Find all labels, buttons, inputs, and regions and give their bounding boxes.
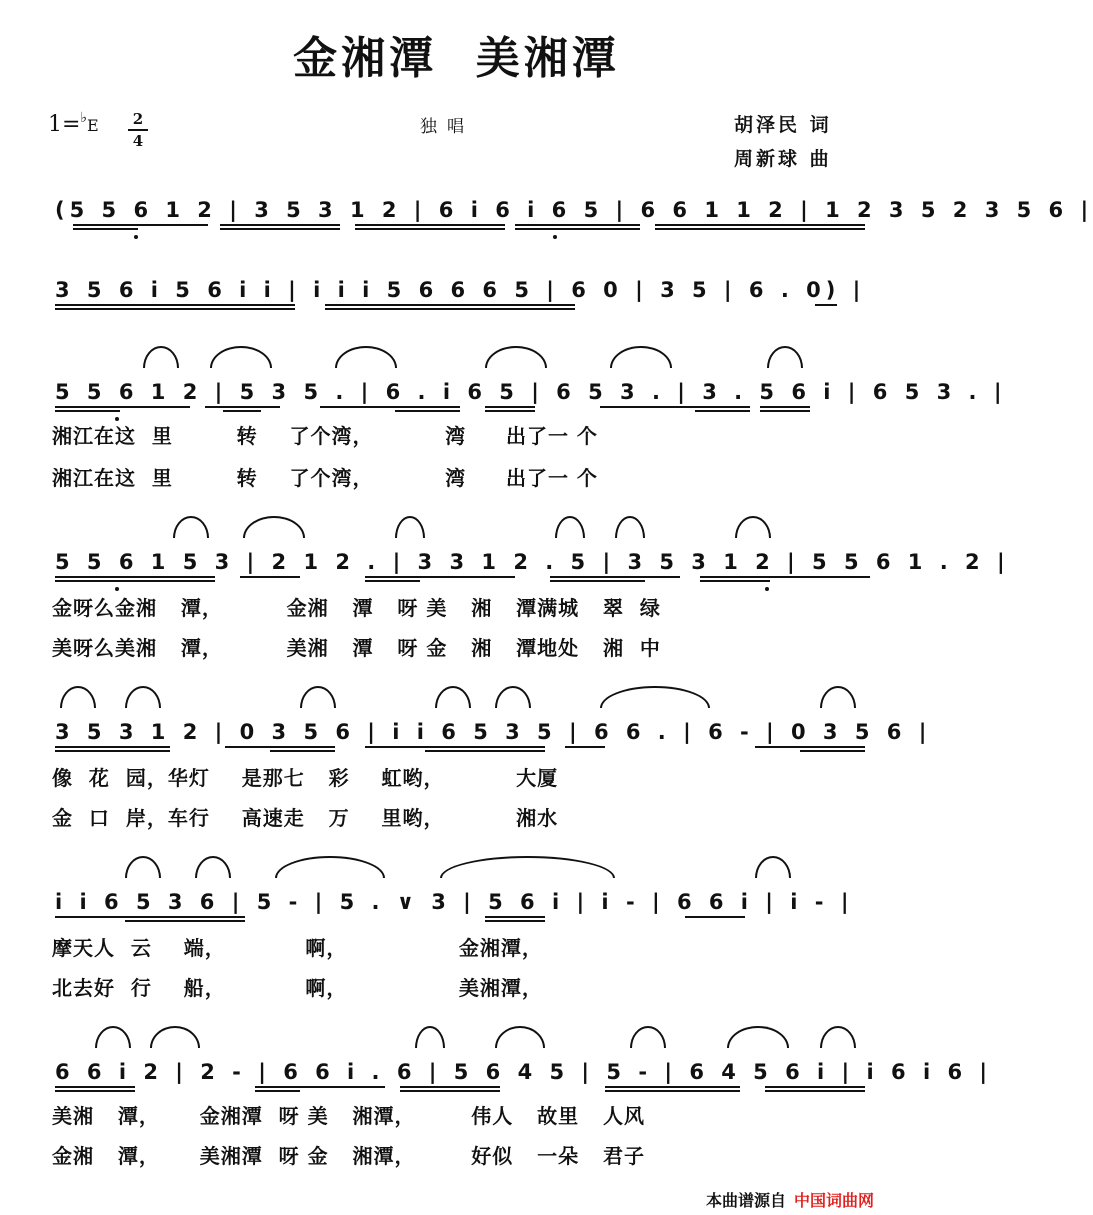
composer-credit: 周新球 曲: [734, 148, 832, 170]
meter-top: 2: [132, 110, 144, 128]
notation-row-7: 6 6 i 2 | 2 - | 6 6 i . 6 | 5 6 4 5 | 5 - | 6 4 5 6 i | i 6 i 6 |: [55, 1060, 993, 1084]
performance-style: 独唱: [420, 117, 474, 137]
staff-row-3: [55, 370, 1007, 416]
lyric-row-4b: 北去好 行 船， 啊， 美湘潭，: [52, 976, 543, 1000]
lyric-row-2b: 美呀么美湘 潭， 美湘 潭 呀 金 湘 潭地处 湘 中: [52, 636, 661, 660]
notation-row-3: 5 5 6 1 2 | 5 3 5 . | 6 . i 6 5 | 6 5 3 . | 3 . 5 6 i | 6 5 3 . |: [55, 380, 1007, 404]
notation-row-5: 3 5 3 1 2 | 0 3 5 6 | i i 6 5 3 5 | 6 6 . | 6 - | 0 3 5 6 |: [55, 720, 932, 744]
lyric-row-5a: 美湘 潭， 金湘潭 呀 美 湘潭， 伟人 故里 人风: [52, 1104, 645, 1128]
lyric-row-3b: 金 口 岸，车行 高速走 万 里哟， 湘水: [52, 806, 559, 830]
lyric-row-3a: 像 花 园，华灯 是那七 彩 虹哟， 大厦: [52, 766, 559, 790]
staff-row-2: [55, 268, 878, 314]
notation-row-1: (5 5 6 1 2 | 3 5 3 1 2 | 6 i 6 i 6 5 | 6 6 1 1 2 | 1 2 3 5 2 3 5 6 |: [55, 198, 1093, 222]
lyricist-credit: 胡泽民 词: [734, 114, 832, 136]
staff-row-5: [55, 710, 932, 756]
time-signature: [128, 110, 148, 150]
staff-row-7: [55, 1050, 993, 1096]
notation-row-2: 3 5 6 i 5 6 i i | i i i 5 6 6 6 5 | 6 0 | 3 5 | 6 . 0) |: [55, 278, 866, 302]
source-label: 本曲谱源自: [706, 1191, 787, 1210]
lyric-row-2a: 金呀么金湘 潭， 金湘 潭 呀 美 湘 潭满城 翠 绿: [52, 596, 661, 620]
staff-row-1: [55, 188, 1093, 234]
lyric-row-4a: 摩天人 云 端， 啊， 金湘潭，: [52, 936, 543, 960]
notation-row-4: 5 5 6 1 5 3 | 2 1 2 . | 3 3 1 2 . 5 | 3 5 3 1 2 | 5 5 6 1 . 2 |: [55, 550, 1010, 574]
staff-row-6: [55, 880, 878, 926]
flat-sign: ♭: [80, 110, 88, 126]
key-signature: [48, 112, 99, 137]
meter-bottom: 4: [132, 132, 144, 150]
key-note: E: [87, 116, 99, 135]
source-footer: [706, 1188, 874, 1211]
lyric-row-1b: 湘江在这 里 转 了个湾， 湾 出了一 个: [52, 466, 598, 490]
source-site-link[interactable]: 中国词曲网: [794, 1191, 875, 1210]
key-prefix: 1=: [48, 112, 81, 137]
lyric-row-1a: 湘江在这 里 转 了个湾， 湾 出了一 个: [52, 424, 598, 448]
staff-row-4: [55, 540, 1010, 586]
lyric-row-5b: 金湘 潭， 美湘潭 呀 金 湘潭， 好似 一朵 君子: [52, 1144, 645, 1168]
notation-row-6: i i 6 5 3 6 | 5 - | 5 . ∨ 3 | 5 6 i | i - | 6 6 i | i - |: [55, 890, 854, 914]
song-title: 金湘潭 美湘潭: [293, 33, 620, 84]
